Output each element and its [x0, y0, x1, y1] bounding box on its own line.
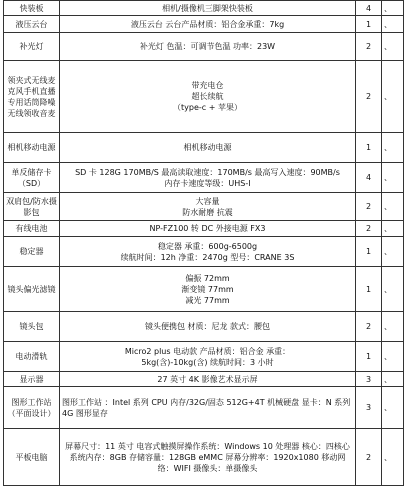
table-row	[4, 387, 404, 429]
item-name: 液压云台	[4, 16, 60, 33]
item-spec: 镜头便携包 材质：尼龙 款式：腰包	[60, 312, 356, 342]
table-row	[4, 33, 404, 61]
item-spec: 图形工作站 ：Intel 系列 CPU 内存/32G/固态 512G+4T 机械硬盘 显卡：N 系列 4G 图形显存	[60, 387, 356, 429]
item-note: 、	[382, 1, 404, 16]
item-spec: Micro2 plus 电动款 产品材质：铝合金 承重： 5kg(含)-10kg(含) 续航时间：3 小时	[60, 342, 356, 372]
item-name: 相机移动电源	[4, 133, 60, 163]
item-qty: 1	[356, 133, 382, 163]
item-qty: 1	[356, 16, 382, 33]
item-note: 、	[382, 267, 404, 312]
item-spec: 偏振 72mm 渐变镜 77mm 减光 77mm	[60, 267, 356, 312]
item-spec: 液压云台 云台产品材质：铝合金承重：7kg	[60, 16, 356, 33]
item-note: 、	[382, 193, 404, 221]
item-spec: SD 卡 128G 170MB/S 最高读取速度：170MB/s 最高写入速度：90MB/s 内存卡速度等级：UHS-I	[60, 163, 356, 193]
item-spec: 27 英寸 4K 影像艺术显示屏	[60, 372, 356, 387]
item-qty: 3	[356, 372, 382, 387]
item-qty: 2	[356, 61, 382, 133]
table-row	[4, 16, 404, 33]
item-note: 、	[382, 16, 404, 33]
item-name	[4, 61, 60, 133]
item-note: 、	[382, 61, 404, 133]
item-note: 、	[382, 221, 404, 237]
item-qty: 2	[356, 312, 382, 342]
item-name: 稳定器	[4, 237, 60, 267]
item-qty: 4	[356, 1, 382, 16]
item-note: 、	[382, 33, 404, 61]
table-row	[4, 429, 404, 486]
item-qty: 4	[356, 163, 382, 193]
table-row	[4, 342, 404, 372]
item-name: 补光灯	[4, 33, 60, 61]
item-note: 、	[382, 312, 404, 342]
table-row	[4, 1, 404, 16]
item-name: 有线电池	[4, 221, 60, 237]
table-row	[4, 133, 404, 163]
item-spec: 带充电仓 超长续航 （type-c + 苹果）	[60, 61, 356, 133]
item-name: 镜头偏光滤镜	[4, 267, 60, 312]
item-name: 双肩包/防水摄影包	[4, 193, 60, 221]
item-spec: 大容量 防水耐磨 抗震	[60, 193, 356, 221]
table-row	[4, 372, 404, 387]
table-row	[4, 267, 404, 312]
table-row	[4, 163, 404, 193]
item-qty: 2	[356, 429, 382, 486]
equipment-table	[3, 0, 404, 486]
item-spec: 相机移动电源	[60, 133, 356, 163]
item-qty: 1	[356, 267, 382, 312]
item-spec: 相机/摄像机三脚架快装板	[60, 1, 356, 16]
item-spec: NP-FZ100 转 DC 外接电源 FX3	[60, 221, 356, 237]
item-qty: 3	[356, 387, 382, 429]
table-row	[4, 237, 404, 267]
item-name: 电动滑轨	[4, 342, 60, 372]
item-note: 、	[382, 342, 404, 372]
item-name: 单反储存卡（SD）	[4, 163, 60, 193]
item-name: 平板电脑	[4, 429, 60, 486]
item-qty: 1	[356, 342, 382, 372]
item-note: 、	[382, 163, 404, 193]
item-name-text: 领夹式无线麦克风手机直播专用话筒降噪无线领收音麦	[7, 75, 56, 118]
table-row	[4, 221, 404, 237]
item-note: 、	[382, 429, 404, 486]
item-qty: 1	[356, 237, 382, 267]
item-spec: 补光灯 色温：可调节色温 功率：23W	[60, 33, 356, 61]
item-name: 图形工作站（平面设计）	[4, 387, 60, 429]
item-note: 、	[382, 133, 404, 163]
item-qty: 2	[356, 33, 382, 61]
table-row	[4, 193, 404, 221]
item-qty: 2	[356, 193, 382, 221]
item-spec: 稳定器 承重：600g-6500g 续航时间：12h 净重：2470g 型号：CRANE 3S	[60, 237, 356, 267]
table-row	[4, 61, 404, 133]
item-note: 、	[382, 387, 404, 429]
item-spec: 屏幕尺寸：11 英寸 电容式触摸屏操作系统：Windows 10 处理器 核心：四核心 系统内存：8GB 存储容量：128GB eMMC 屏幕分辨率：1920x1080 移动网络：WIFI 摄像头：单摄像头	[60, 429, 356, 486]
item-note: 、	[382, 372, 404, 387]
item-name: 显示器	[4, 372, 60, 387]
item-name: 镜头包	[4, 312, 60, 342]
item-name: 快装板	[4, 1, 60, 16]
table-row	[4, 312, 404, 342]
item-qty: 2	[356, 221, 382, 237]
item-note: 、	[382, 237, 404, 267]
